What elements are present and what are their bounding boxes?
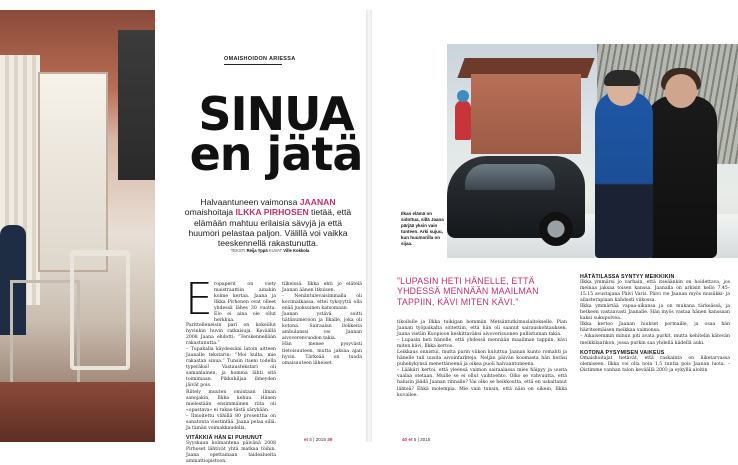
- credit-photo-author: Ville Kokkola: [283, 248, 310, 253]
- body-paragraph: tikoilulle ja Ilkka tuikigan hommiin Metsäntutkimuslaitokselle. Pian Jaanan työpaikalta soitettiin, että hän oli saanut sairauskohtauksen. Jaana vietiin Kuopioon keskittaväksi aivoverisuonen pullistuman takia.: [397, 320, 567, 338]
- body-paragraph: Parittelleneisin pari on kokeillut hyvinkin huvin ratkaisuja. Keväällä 2008 Jaana ehdotti: ”Terskennellään rakastunutta.”: [186, 323, 276, 347]
- body-paragraph: Ilkka ymmärsi jo varhain, että itseäänkin on hoidettava, jos meinaa jaksaa toisen kanssa. Jaanalla on arkisin kello 7.45–15.15 avustajana Päivi Varis. Päivi vie Jaanan myös musiikki- ja allasterapiaan kahdesti viikossa.: [580, 280, 730, 304]
- kicker-rule: [224, 64, 282, 65]
- photo-home-interior: [0, 10, 155, 442]
- headline-line-2: en jätä: [189, 127, 363, 181]
- body-paragraph: – Lupasin heti hänelle, että yhdessä mennään maailman tappiin, kävi miten kävi, Ilkka kertoo.: [397, 338, 567, 350]
- folio-issue: 5 | 2015: [309, 437, 326, 442]
- lede-before: Halvaantuneen vaimonsa: [200, 197, 300, 207]
- photo-house: [471, 74, 581, 154]
- folio-issue: 5 | 2015: [413, 437, 431, 442]
- credits: [205, 248, 335, 253]
- body-paragraph: tilkeissä. Ilkka ehti jo elätelä Jaanan äänen itkuisen.: [282, 282, 362, 294]
- body-paragraph: Jaanan ystävä soitti hätänumeroon ja Ilkalle, joka oli kotona. Sairaalan ilokkeita ambulanssi vei Jaanan aivoverenvuodon takia.: [282, 312, 362, 342]
- body-paragraph: Ilkka ymmärtää vapaa-aikansa ja on mukana tärkeässä, ja hetkeen vastaavasti Jaanalle. Hän myös vastaa hänen kanssaan kaksi sukupolvea.: [580, 304, 730, 322]
- body-paragraph: – Tupakalla käydessäni latoin aitteen Jaanalle tekstarin: ”Moi kulta, mie rakastan sinua.” Tunsin itseni todella typeräksi! Vastaustekstari oli samanlainen, ja homma lähti sitä toimimaan. Pikkuhiljaa ilmeyden jäivät pois.: [186, 347, 276, 389]
- body-paragraph: Omaishoitajat tietävät, että raskainta on liiketarvassa olemiseen. Ilkka voi olla noin 1,5 tuntia pois Jaanan luota. – Oistimme vanhan talon keväällä 2003 ja eykyllä aloitin: [580, 355, 730, 373]
- credit-photo-label: KUVAT: [268, 248, 283, 253]
- section-kicker: OMAISHOIDON ARIESSA: [224, 56, 296, 62]
- body-paragraph: – Ilmoitettu vähillä 80 prosenttia on sanatonta viestintää. Jaana pelaa sillä. Ja tämän voimakkaudella.: [186, 413, 276, 431]
- photo-shelf: [118, 30, 155, 180]
- credit-text-label: TEKSTI: [230, 248, 246, 253]
- photo-man: [595, 92, 653, 258]
- lede-name-jaana: JAANAN: [299, 197, 336, 207]
- body-column-1-cont: [186, 323, 276, 465]
- lede-mid: omaishoitaja: [184, 207, 236, 218]
- body-paragraph: Syyskuun kolmantena päivänä 2008 Pirhoset lähtivät yhtä matkaa töihin. Jaana opettamaan taidealueita ammattiopistoon.: [186, 440, 276, 465]
- photo-car-wheel: [539, 212, 573, 246]
- folio-mag: et: [304, 437, 309, 442]
- body-paragraph: – Aikaisemmin minun piti avata purkit, mutta kehitelin kätevän meikkilaatikon, jossa purkin saa yhdellä kädellä auki.: [580, 334, 730, 346]
- right-page: [372, 10, 738, 442]
- body-paragraph: Leikkaus onnistui, mutta parin viikon kuluttua Jaanan kunto romahti ja hänelle tuli uusita aivoinfarkteja. Neljän päivän koomasta hän heräsi puhekykynsä menettäneenä ja oikea puoli halvaantuneena.: [397, 350, 567, 368]
- lede-after: tietää, että elämään mahtuu erilaisia sävyjä ja että huumori pelastaa paljon. Välillä voi vaikka teeskennellä rakastunutta.: [188, 207, 352, 249]
- left-page: [0, 10, 366, 465]
- folio-left: [304, 437, 332, 442]
- photo-bystander-head: [457, 90, 469, 102]
- subhead: VITÄKKIÄ HÄN EI PUHUNUT: [186, 434, 263, 441]
- body-column-4: [580, 274, 730, 374]
- body-paragraph: Hän menee pysyvästi tietoisuuteen, mutta jaksaa ajan hyvin. Tärkeää on tuoda omaisuuteen läheiset.: [282, 342, 362, 366]
- photo-bystander: [455, 100, 471, 140]
- body-paragraph: – Lääkäri kertoi, että yleensä vaimon sairaalassa mies häipyy ja uusta vaalaa otetaan. Muille se ei ollut vaihtoehto. Olko se vahvuutta, että halusin jäädä Jaanan rinnalle? Vai olko se heikkoutta, että en uskaltanut lähteä? Ehkä molempia. Mie vain tunsin, että näin on oikein, Ilkka kuvailee.: [397, 368, 567, 398]
- photo-woman: [647, 96, 717, 258]
- body-paragraph: ropaperit on viety maistraattiin ainakin kolme kertaa. Jaana ja Ilkka Pirhonen ovat olleet yhdessä lähes 30 vuotta. Elo ei aina ole ollut herkkua.: [214, 282, 276, 324]
- photo-car-window: [465, 164, 555, 190]
- body-column-1: [214, 282, 276, 324]
- lede-name-ilkka: ILKKA PIRHOSEN: [235, 207, 309, 218]
- pull-quote: ”LUPASIN HETI HÄNELLE, ETTÄ YHDESSÄ MENNÄÄN MAAILMAN TAPPIIN, KÄVI MITEN KÄVI.”: [397, 276, 539, 307]
- body-paragraph: Ilkka kertoo Jaanan hiukset pormaille, ja osaa hän häiritsemäisen meikkaa vaimonsa.: [580, 322, 730, 334]
- photo-caption: Ilkan elämä on sidottua, sillä Jaana pärjää yksin vain tunteen. Arki sujuu, kun huumorilla on sijaa.: [401, 211, 444, 246]
- photo-window: [38, 72, 108, 272]
- folio-mag: et: [408, 437, 413, 442]
- credit-text-author: Reija Yppä: [246, 248, 268, 253]
- photo-couple-outdoors: [447, 44, 738, 258]
- photo-woman-head: [665, 74, 697, 108]
- photo-man-hat: [604, 70, 640, 86]
- photo-chair: [70, 250, 130, 370]
- drop-cap: E: [185, 274, 213, 325]
- body-column-2: [282, 282, 362, 367]
- subhead: KOTONA PYSYMISEN VAIKEUS: [580, 349, 665, 356]
- body-paragraph: – Nenäntulevaisimmalla oli kovimatkassa, ettei tyksyyttä olla enää juoksuinen katsomaan.: [282, 294, 362, 312]
- subhead: HÄTÄTILASSA SYNTYY MEIKKIKIN: [580, 274, 675, 280]
- body-column-3: [397, 320, 567, 399]
- photo-rug: [0, 382, 155, 442]
- folio-page-number: 39: [327, 437, 333, 442]
- headline-line-1: SINUA: [198, 87, 354, 141]
- folio-right: [402, 437, 430, 442]
- body-paragraph: Riitely muuten omintaan ilman sanojakin, Ilkka kehuu. Hänen mielestään ensimmäinen riita oli «opastava» ei rakas-tästä särykään.: [186, 389, 276, 413]
- lede: [178, 197, 358, 248]
- headline: [186, 87, 366, 181]
- folio-page-number: 40: [402, 437, 408, 442]
